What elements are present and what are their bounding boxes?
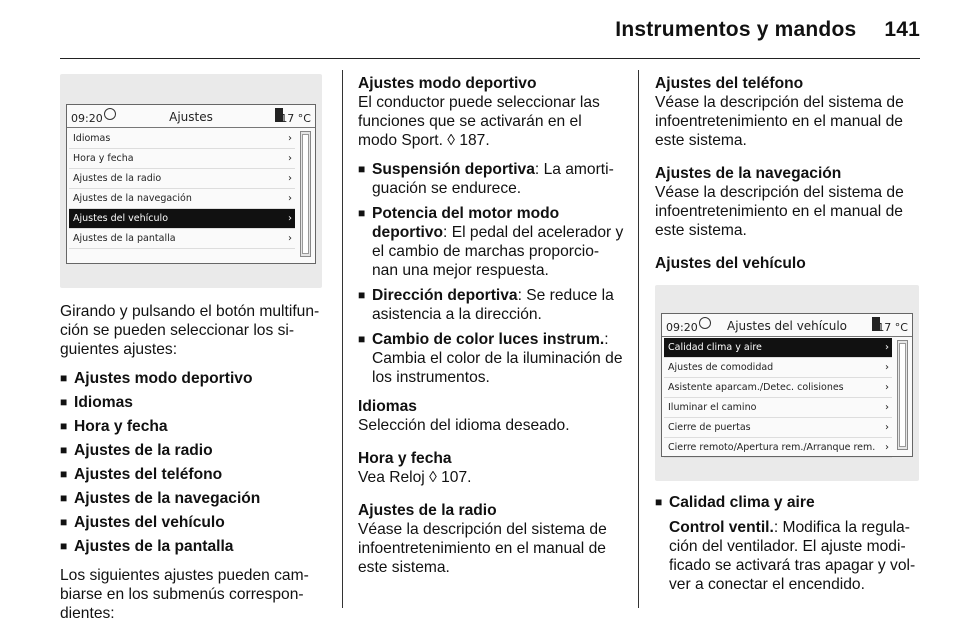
chevron-right-icon: ›: [885, 342, 889, 353]
chevron-right-icon: ›: [885, 402, 889, 413]
screen-menu-item: [664, 378, 892, 398]
settings-bullet-list: [60, 369, 326, 556]
chevron-right-icon: ›: [288, 213, 292, 224]
phone-title: Ajustes del teléfono: [655, 75, 804, 92]
screen-menu-item-label: Idiomas: [73, 133, 111, 144]
vehicle-title: Ajustes del vehículo: [655, 255, 806, 272]
chevron-right-icon: ›: [885, 422, 889, 433]
navigation-title: Ajustes de la navegación: [655, 165, 842, 182]
screen-scrollbar: [300, 131, 311, 257]
time-title: Hora y fecha: [358, 450, 452, 467]
list-item: ■ Ajustes modo deportivo: [60, 369, 326, 388]
screen-menu-list: [69, 129, 295, 249]
list-item: ■ Calidad clima y aire: [655, 493, 921, 512]
vehicle-screen-scrollbar: [897, 340, 908, 450]
time-text: Vea Reloj ◊ 107.: [358, 469, 472, 486]
screen-menu-item: [664, 438, 892, 458]
languages-text: Selección del idioma deseado.: [358, 417, 570, 434]
chevron-right-icon: ›: [885, 362, 889, 373]
screen-time: 09:20: [71, 112, 103, 125]
climate-bullet-list: [655, 493, 921, 512]
list-item: ■ Ajustes del teléfono: [60, 465, 326, 484]
vehicle-screen-menu-list: [664, 338, 892, 458]
screen-header: [67, 105, 315, 128]
screen-menu-item: [69, 229, 295, 249]
sport-bullet-list: [358, 160, 624, 387]
page-header: [615, 18, 920, 42]
screen-menu-item: [664, 418, 892, 438]
vehicle-screen-header: [662, 314, 912, 337]
vehicle-screen-temperature: 17 °C: [877, 321, 908, 334]
vehicle-screen-time: 09:20: [666, 321, 698, 334]
list-item: ■ Dirección deportiva: Se reduce la asistencia a la dirección.: [358, 286, 624, 324]
settings-screen-image: [60, 74, 322, 288]
phone-text: Véase la descripción del sistema de infoentretenimiento en el manual de este sistema.: [655, 94, 904, 149]
list-item: ■ Cambio de color luces instrum.: Cambia el color de la iluminación de los instrumentos.: [358, 330, 624, 387]
list-item: ■ Ajustes de la pantalla: [60, 537, 326, 556]
list-item: ■ Idiomas: [60, 393, 326, 412]
screen-menu-item: [664, 338, 892, 358]
screen-menu-item: [69, 149, 295, 169]
screen-menu-item-label: Ajustes de la navegación: [73, 193, 192, 204]
intro-text: Girando y pulsando el botón multifun-ción se pueden seleccionar los si-guientes ajustes:: [60, 303, 320, 358]
left-column: [60, 74, 326, 633]
chevron-right-icon: ›: [885, 382, 889, 393]
sport-title: Ajustes modo deportivo: [358, 75, 537, 92]
screen-menu-item: [664, 358, 892, 378]
radio-title: Ajustes de la radio: [358, 502, 497, 519]
screen-menu-item-label: Iluminar el camino: [668, 402, 757, 413]
radio-text: Véase la descripción del sistema de infoentretenimiento en el manual de este sistema.: [358, 521, 607, 576]
chevron-right-icon: ›: [288, 153, 292, 164]
screen-menu-item-label: Cierre remoto/Apertura rem./Arranque rem.: [668, 442, 876, 453]
chevron-right-icon: ›: [288, 173, 292, 184]
right-column: [655, 74, 921, 594]
screen-menu-item-label: Ajustes de la pantalla: [73, 233, 176, 244]
column-divider-1: [342, 70, 343, 608]
list-item: ■ Ajustes de la radio: [60, 441, 326, 460]
outro-text: Los siguientes ajustes pueden cam-biarse en los submenús correspon-dientes:: [60, 567, 309, 622]
screen-menu-item-label: Ajustes del vehículo: [73, 213, 169, 224]
chevron-right-icon: ›: [288, 133, 292, 144]
column-divider-2: [638, 70, 639, 608]
chevron-right-icon: ›: [885, 442, 889, 453]
screen-title: Ajustes: [169, 110, 213, 124]
vehicle-screen-title: Ajustes del vehículo: [726, 319, 847, 333]
navigation-text: Véase la descripción del sistema de infoentretenimiento en el manual de este sistema.: [655, 184, 904, 239]
list-item: ■ Hora y fecha: [60, 417, 326, 436]
screen-menu-item: [69, 209, 295, 229]
list-item: ■ Ajustes del vehículo: [60, 513, 326, 532]
screen-menu-item: [664, 398, 892, 418]
screen-menu-item: [69, 129, 295, 149]
screen-menu-item: [69, 169, 295, 189]
screen-menu-item-label: Hora y fecha: [73, 153, 134, 164]
screen-temperature: 17 °C: [280, 112, 311, 125]
screen-menu-item-label: Ajustes de la radio: [73, 173, 162, 184]
list-item: ■ Ajustes de la navegación: [60, 489, 326, 508]
sport-text: El conductor puede seleccionar las funciones que se activarán en el modo Sport. ◊ 187.: [358, 94, 600, 149]
middle-column: [358, 74, 624, 587]
list-item: ■ Suspensión deportiva: La amorti-guación se endurece.: [358, 160, 624, 198]
screen-menu-item-label: Calidad clima y aire: [668, 342, 762, 353]
screen-menu-item-label: Cierre de puertas: [668, 422, 751, 433]
fan-control-text: Control ventil.: Modifica la regula-ción del ventilador. El ajuste modi-ficado se activará tras apagar y vol-ver a conectar el encendido.: [669, 519, 916, 593]
screen-menu-item: [69, 189, 295, 209]
screen-menu-item-label: Ajustes de comodidad: [668, 362, 774, 373]
screen-menu-item-label: Asistente aparcam./Detec. colisiones: [668, 382, 844, 393]
chevron-right-icon: ›: [288, 233, 292, 244]
page-title: Instrumentos y mandos: [615, 18, 857, 41]
chevron-right-icon: ›: [288, 193, 292, 204]
page-number: 141: [884, 18, 920, 41]
languages-title: Idiomas: [358, 398, 417, 415]
vehicle-screen-image: [655, 285, 919, 481]
header-rule: [60, 58, 920, 59]
list-item: ■ Potencia del motor modo deportivo: El pedal del acelerador y el cambio de marchas proporcio-nan una mejor respuesta.: [358, 204, 624, 280]
